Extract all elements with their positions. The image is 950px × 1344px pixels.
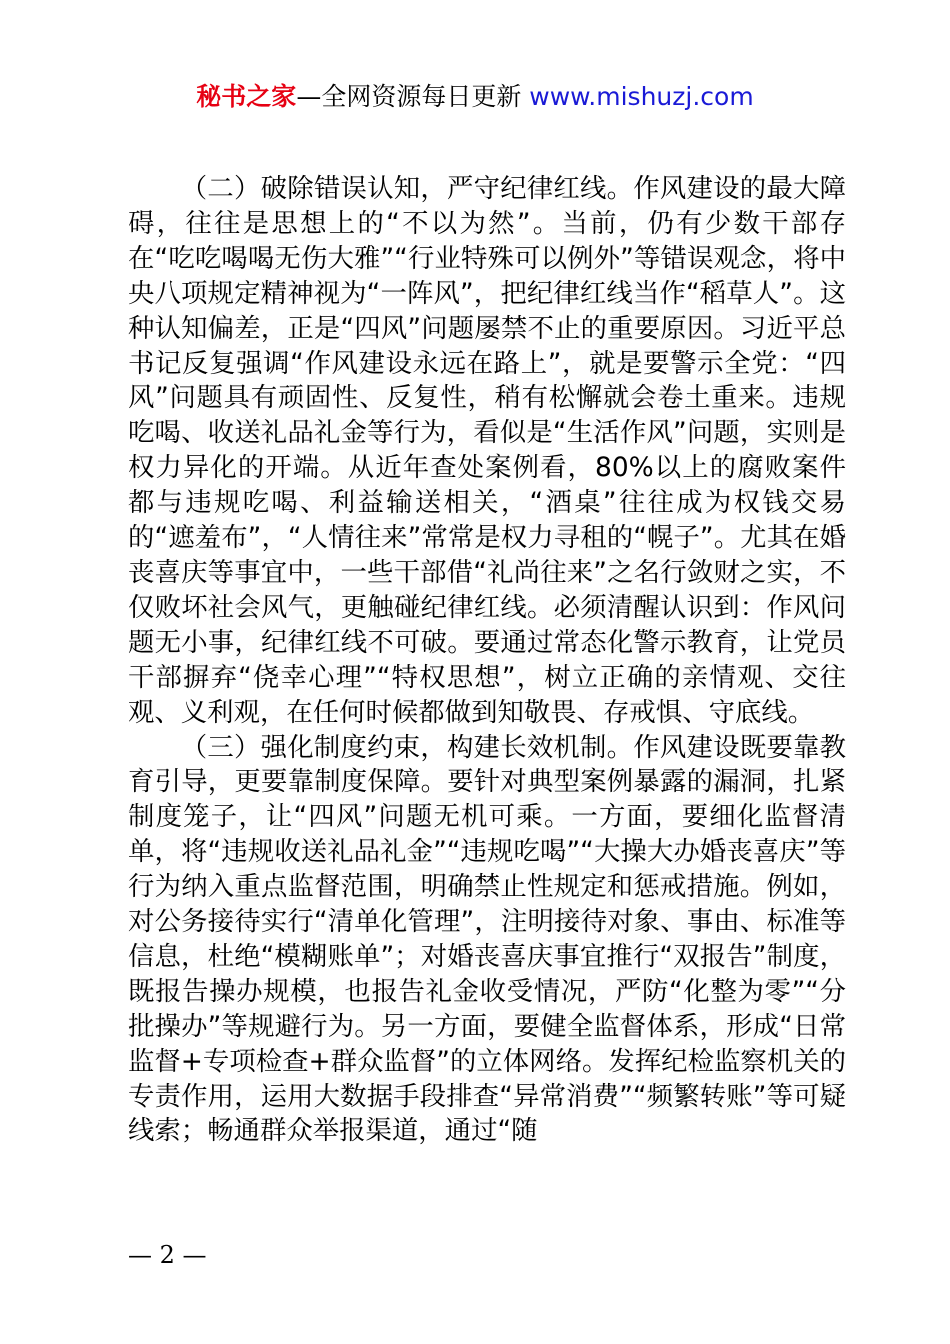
document-body <box>128 172 846 1149</box>
site-brand: 秘书之家 <box>196 82 297 111</box>
paragraph-section-2: （二）破除错误认知，严守纪律红线。作风建设的最大障碍，往往是思想上的“不以为然”。当前，仍有少数干部存在“吃吃喝喝无伤大雅”“行业特殊可以例外”等错误观念，将中央八项规定精神视为“一阵风”，把纪律红线当作“稻草人”。这种认知偏差，正是“四风”问题屡禁不止的重要原因。习近平总书记反复强调“作风建设永远在路上”，就是要警示全党：“四风”问题具有顽固性、反复性，稍有松懈就会卷土重来。违规吃喝、收送礼品礼金等行为，看似是“生活作风”问题，实则是权力异化的开端。从近年查处案例看，80%以上的腐败案件都与违规吃喝、利益输送相关，“酒桌”往往成为权钱交易的“遮羞布”，“人情往来”常常是权力寻租的“幌子”。尤其在婚丧喜庆等事宜中，一些干部借“礼尚往来”之名行敛财之实，不仅败坏社会风气，更触碰纪律红线。必须清醒认识到：作风问题无小事，纪律红线不可破。要通过常态化警示教育，让党员干部摒弃“侥幸心理”“特权思想”，树立正确的亲情观、交往观、义利观，在任何时候都做到知敬畏、存戒惧、守底线。 <box>128 173 846 728</box>
site-header <box>0 80 950 114</box>
page-number: — 2 — <box>128 1241 207 1269</box>
site-url: www.mishuzj.com <box>529 82 754 111</box>
site-tagline: —全网资源每日更新 <box>296 82 530 111</box>
paragraph-section-3: （三）强化制度约束，构建长效机制。作风建设既要靠教育引导，更要靠制度保障。要针对典型案例暴露的漏洞，扎紧制度笼子，让“四风”问题无机可乘。一方面，要细化监督清单，将“违规收送礼品礼金”“违规吃喝”“大操大办婚丧喜庆”等行为纳入重点监督范围，明确禁止性规定和惩戒措施。例如，对公务接待实行“清单化管理”，注明接待对象、事由、标准等信息，杜绝“模糊账单”；对婚丧喜庆事宜推行“双报告”制度，既报告操办规模，也报告礼金收受情况，严防“化整为零”“分批操办”等规避行为。另一方面，要健全监督体系，形成“日常监督+专项检查+群众监督”的立体网络。发挥纪检监察机关的专责作用，运用大数据手段排查“异常消费”“频繁转账”等可疑线索；畅通群众举报渠道，通过“随 <box>128 731 846 1147</box>
